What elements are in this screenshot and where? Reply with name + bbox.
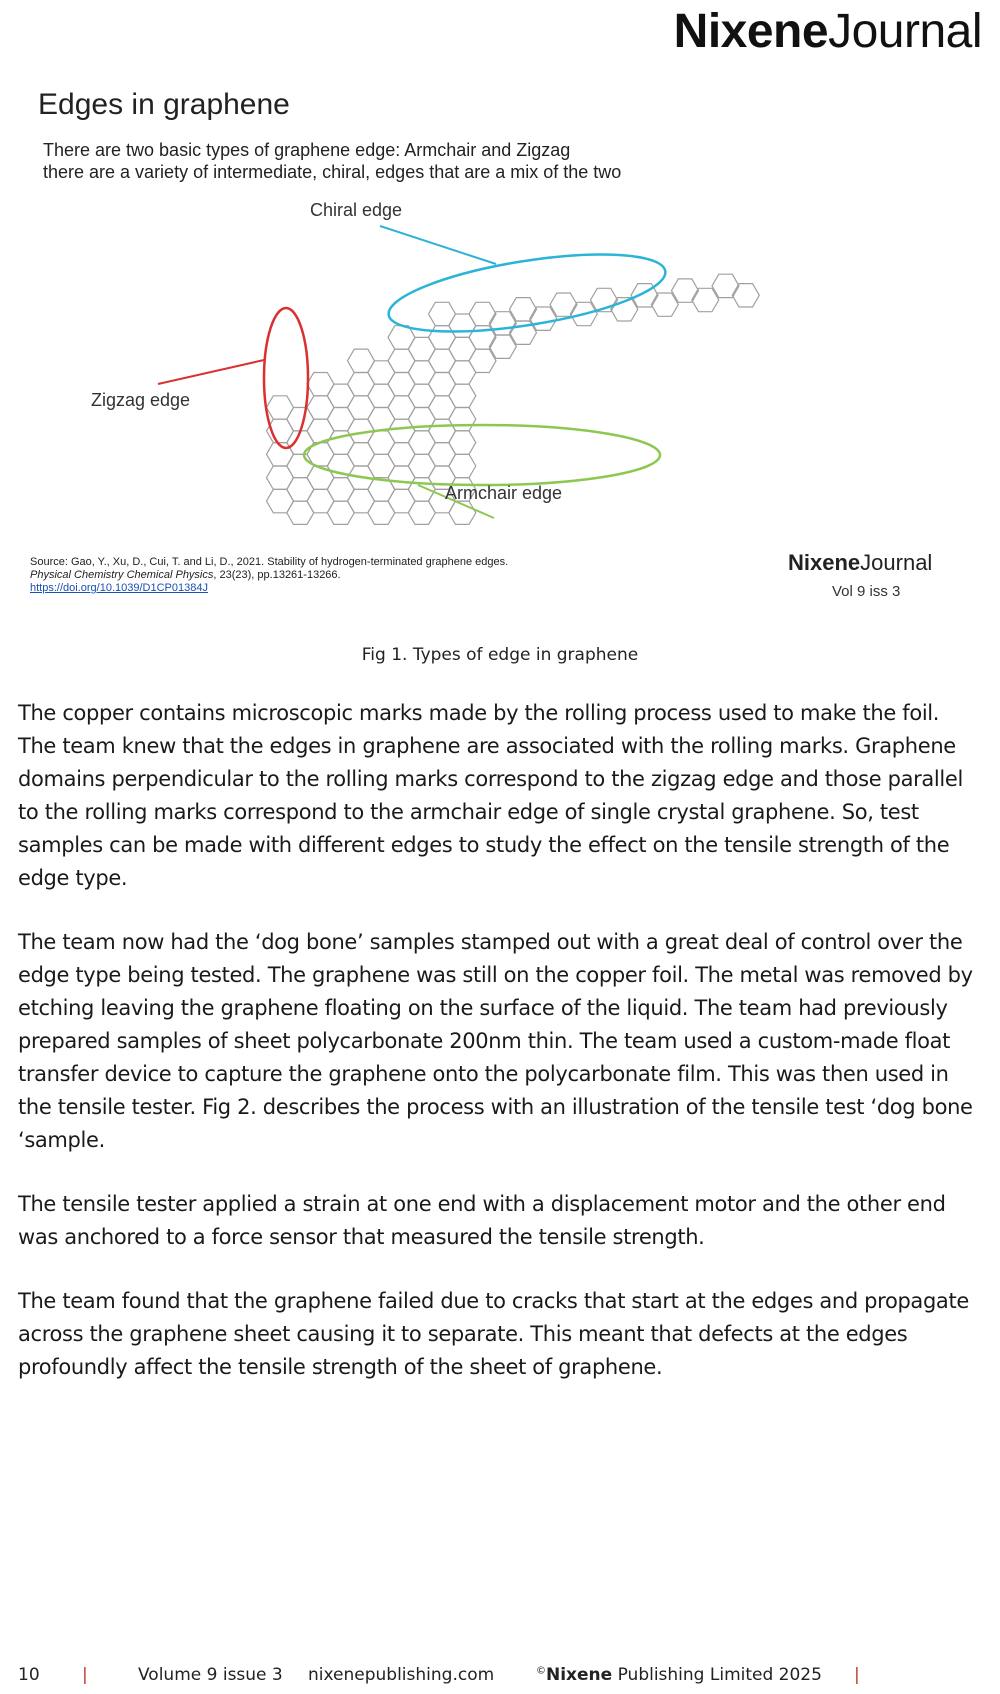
journal-logo <box>674 4 982 59</box>
hexagon-cell <box>449 454 476 477</box>
logo-regular: Journal <box>828 5 982 58</box>
figure-source <box>30 556 508 595</box>
armchair-edge-ellipse <box>304 425 660 485</box>
chiral-edge-ellipse <box>384 239 671 346</box>
paragraph-4: The team found that the graphene failed due to cracks that start at the edges and propagate across the graphene sheet causing it to separate. This meant that defects at the edges profoundly affect the tensile strength of the sheet of graphene. <box>18 1289 969 1379</box>
hexagon-cell <box>368 431 395 454</box>
hexagon-cell <box>368 361 395 384</box>
hexagon-cell <box>368 384 395 407</box>
footer-website[interactable]: nixenepublishing.com <box>308 1665 495 1685</box>
hexagon-cell <box>287 501 314 524</box>
hexagon-cell <box>327 384 354 407</box>
source-doi-link[interactable]: https://doi.org/10.1039/D1CP01384J <box>30 582 208 594</box>
paragraph-2: The team now had the ‘dog bone’ samples stamped out with a great deal of control over the edge type being tested. The graphene was still on the copper foil. The metal was removed by etching leaving the graphene floating on the surface of the liquid. The team had previously prepared samples of sheet polycarbonate 200nm thin. The team used a custom-made float transfer device to capture the graphene onto the polycarbonate film. This was then used in the tensile tester. Fig 2. describes the process with an illustration of the tensile test ‘dog bone ‘sample. <box>18 930 973 1152</box>
hexagon-cell <box>408 361 435 384</box>
hexagon-cell <box>469 349 496 372</box>
article-body <box>18 697 978 1415</box>
hexagon-cell <box>327 478 354 501</box>
copyright-brand: Nixene <box>546 1665 613 1685</box>
hexagon-cell <box>287 454 314 477</box>
hexagon-cell <box>327 501 354 524</box>
page-number: 10 <box>18 1665 40 1685</box>
hexagon-cell <box>408 501 435 524</box>
footer-volume: Volume 9 issue 3 <box>138 1665 283 1685</box>
hexagon-cell <box>327 408 354 431</box>
hexagon-cell <box>368 454 395 477</box>
zigzag-edge-ellipse <box>264 308 308 448</box>
hexagon-cell <box>408 454 435 477</box>
hexagon-cell <box>732 284 759 307</box>
hexagon-cell <box>287 478 314 501</box>
hexagon-cell <box>408 431 435 454</box>
footer-separator-2: | <box>854 1665 860 1685</box>
figure-caption: Fig 1. Types of edge in graphene <box>361 645 639 665</box>
hexagon-cell <box>449 408 476 431</box>
figure-logo-bold: Nixene <box>788 550 861 575</box>
figure-volume: Vol 9 iss 3 <box>832 583 901 600</box>
figure-title: Edges in graphene <box>38 88 290 121</box>
hexagon-cell <box>408 384 435 407</box>
figure-journal-logo <box>788 550 932 576</box>
paragraph-1: The copper contains microscopic marks made by the rolling process used to make the foil. The team knew that the edges in graphene are associated with the rolling marks. Graphene domains perpendicular to the rolling marks correspond to the zigzag edge and those parallel to the rolling marks correspond to the armchair edge of single crystal graphene. So, test samples can be made with different edges to study the effect on the tensile strength of the edge type. <box>18 701 963 890</box>
hexagon-cell <box>449 361 476 384</box>
source-citation: Source: Gao, Y., Xu, D., Cui, T. and Li, D., 2021. Stability of hydrogen-terminated graphene edges. <box>30 556 509 568</box>
hexagon-cell <box>368 408 395 431</box>
source-volume: , 23(23), pp.13261-13266. <box>213 569 341 581</box>
figure-graphene-edges <box>18 80 978 620</box>
hexagon-cell <box>449 431 476 454</box>
paragraph-3: The tensile tester applied a strain at one end with a displacement motor and the other end was anchored to a force sensor that measured the tensile strength. <box>18 1192 946 1249</box>
figure-logo-regular: Journal <box>860 550 933 575</box>
hexagon-cell <box>408 478 435 501</box>
copyright-symbol: © <box>536 1665 546 1677</box>
figure-subtitle-1: There are two basic types of graphene edge: Armchair and Zigzag <box>43 140 571 160</box>
source-journal: Physical Chemistry Chemical Physics <box>30 569 214 581</box>
logo-bold: Nixene <box>673 5 829 58</box>
armchair-edge-label: Armchair edge <box>445 483 563 503</box>
hexagon-cell <box>449 337 476 360</box>
footer-copyright <box>536 1665 822 1685</box>
page-footer <box>0 1665 1000 1689</box>
edge-annotations <box>158 226 670 518</box>
zigzag-edge-label: Zigzag edge <box>91 390 191 410</box>
copyright-text: Publishing Limited 2025 <box>612 1665 822 1685</box>
zigzag-edge-pointer <box>158 360 264 384</box>
chiral-edge-label: Chiral edge <box>310 200 403 220</box>
hexagon-cell <box>368 501 395 524</box>
hexagon-cell <box>408 337 435 360</box>
chiral-edge-pointer <box>380 226 496 264</box>
figure-subtitle-2: there are a variety of intermediate, chiral, edges that are a mix of the two <box>43 162 622 182</box>
hexagon-cell <box>469 302 496 325</box>
footer-separator-1: | <box>82 1665 88 1685</box>
hexagon-cell <box>449 314 476 337</box>
source-journal-line <box>30 569 508 582</box>
hexagon-cell <box>449 384 476 407</box>
